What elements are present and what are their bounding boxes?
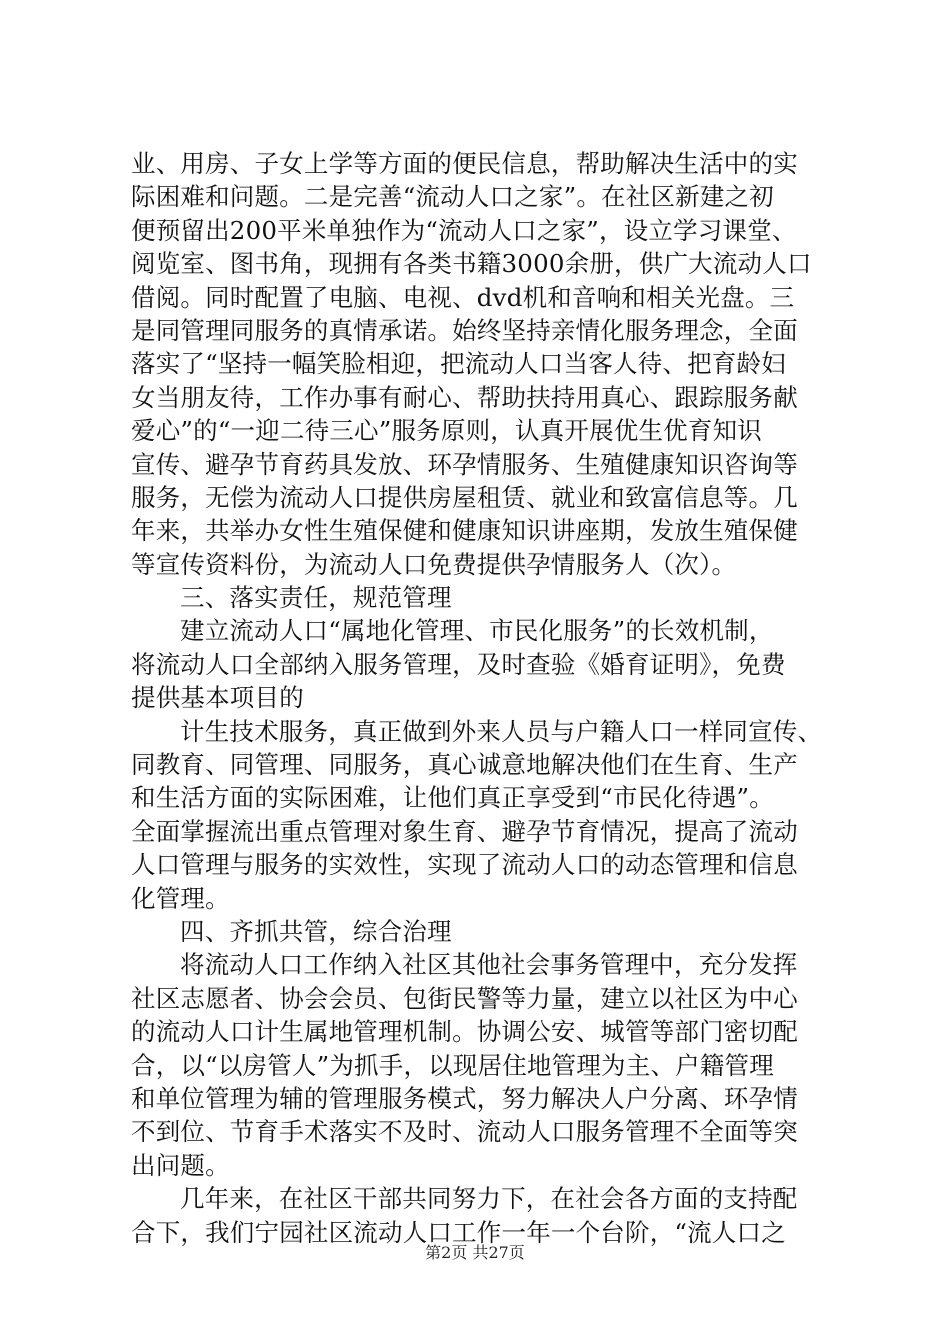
text-line: 合下，我们宁园社区流动人口工作一年一个台阶，“流人口之 [131,1217,786,1247]
text-line: 服务，无偿为流动人口提供房屋租赁、就业和致富信息等。几 [131,482,798,512]
text-line: 际困难和问题。二是完善“流动人口之家”。在社区新建之初 [131,182,774,212]
text-line: 提供基本项目的 [131,683,304,713]
text-line: 阅览室、图书角，现拥有各类书籍3000余册，供广大流动人口 [131,249,812,279]
text-line: 将流动人口全部纳入服务管理，及时查验《婚育证明》，免费 [131,649,786,679]
text-line: 等宣传资料份，为流动人口免费提供孕情服务人（次）。 [131,549,737,579]
text-line: 社区志愿者、协会会员、包街民警等力量，建立以社区为中心 [131,983,798,1013]
text-line: 不到位、节育手术落实不及时、流动人口服务管理不全面等突 [131,1117,798,1147]
text-line: 是同管理同服务的真情承诺。始终坚持亲情化服务理念，全面 [131,315,798,345]
text-line: 合，以“以房管人”为抓手，以现居住地管理为主、户籍管理 [131,1050,774,1080]
text-line: 的流动人口计生属地管理机制。协调公安、城管等部门密切配 [131,1017,798,1047]
text-line: 爱心”的“一迎二待三心”服务原则，认真开展优生优育知识 [131,416,762,446]
text-line: 宣传、避孕节育药具发放、环孕情服务、生殖健康知识咨询等 [131,449,798,479]
text-line: 全面掌握流出重点管理对象生育、避孕节育情况，提高了流动 [131,816,798,846]
text-line: 同教育、同管理、同服务，真心诚意地解决他们在生育、生产 [131,750,798,780]
text-line: 便预留出200平米单独作为“流动人口之家”，设立学习课堂、 [131,215,797,245]
text-line: 业、用房、子女上学等方面的便民信息，帮助解决生活中的实 [131,149,798,178]
text-line: 和单位管理为辅的管理服务模式，努力解决人户分离、环孕情 [131,1083,798,1113]
paragraph-start-line: 几年来，在社区干部共同努力下，在社会各方面的支持配 [180,1184,798,1214]
section-heading: 四、齐抓共管，综合治理 [180,916,452,946]
paragraph-start-line: 将流动人口工作纳入社区其他社会事务管理中，充分发挥 [180,950,798,980]
section-heading: 三、落实责任，规范管理 [180,583,452,613]
paragraph-start-line: 建立流动人口“属地化管理、市民化服务”的长效机制， [180,616,774,646]
text-line: 出问题。 [131,1150,230,1180]
text-line: 化管理。 [131,883,230,913]
document-body [131,147,831,1249]
text-line: 借阅。同时配置了电脑、电视、dvd机和音响和相关光盘。三 [131,282,795,312]
paragraph-start-line: 计生技术服务，真正做到外来人员与户籍人口一样同宣传、 [180,716,823,746]
text-line: 年来，共举办女性生殖保健和健康知识讲座期，发放生殖保健 [131,516,798,546]
text-line: 女当朋友待，工作办事有耐心、帮助扶持用真心、跟踪服务献 [131,382,798,412]
text-line: 人口管理与服务的实效性，实现了流动人口的动态管理和信息 [131,850,798,880]
page-number-footer: 第2页 共27页 [425,1243,525,1262]
text-line: 和生活方面的实际困难，让他们真正享受到“市民化待遇”。 [131,783,774,813]
text-line: 落实了“坚持一幅笑脸相迎，把流动人口当客人待、把育龄妇 [131,349,786,379]
